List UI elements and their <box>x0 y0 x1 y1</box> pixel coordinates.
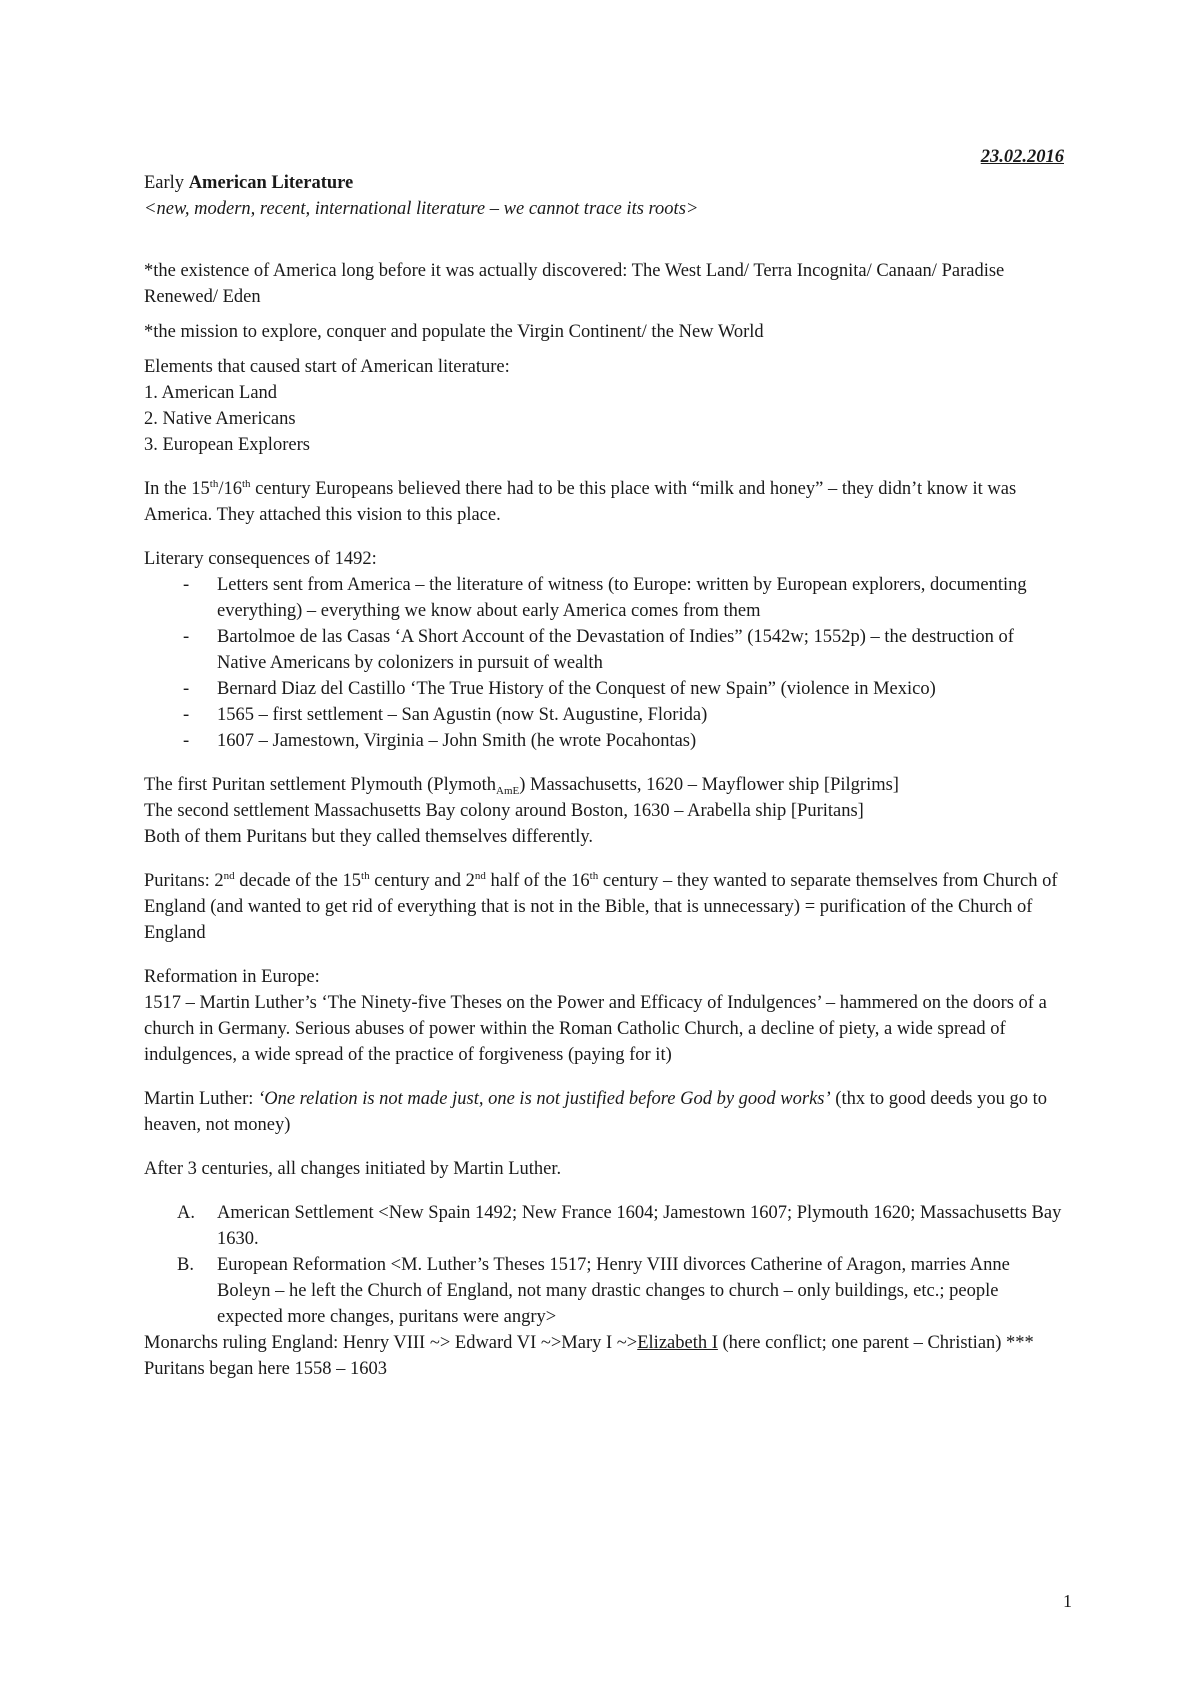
list-item: A. American Settlement <New Spain 1492; New France 1604; Jamestown 1607; Plymouth 1620; Massachusetts Bay 1630. <box>177 1203 1062 1249</box>
summary-list <box>144 1200 1064 1330</box>
reformation-text: 1517 – Martin Luther’s ‘The Ninety-five Theses on the Power and Efficacy of Indulgences’ – hammered on the doors of a church in Germany. Serious abuses of power within the Roman Catholic Church, a decline of piety, a wide spread of indulgences, a wide spread of the practice of forgiveness (paying for it) <box>144 993 1047 1065</box>
document-title <box>144 170 1064 196</box>
list-item: - 1565 – first settlement – San Agustin (now St. Augustine, Florida) <box>144 702 1064 728</box>
title-bold: American Literature <box>188 173 354 193</box>
page-content <box>144 144 1064 1382</box>
list-item: - Bernard Diaz del Castillo ‘The True History of the Conquest of new Spain” (violence in Mexico) <box>144 676 1064 702</box>
settlement-line-third: Both of them Puritans but they called themselves differently. <box>144 827 594 847</box>
elements-item: 2. Native Americans <box>144 409 296 429</box>
consequences-list <box>144 572 1064 754</box>
elements-item: 1. American Land <box>144 383 278 403</box>
paragraph-mission: *the mission to explore, conquer and populate the Virgin Continent/ the New World <box>144 322 764 342</box>
paragraph-puritans: Puritans: 2nd decade of the 15th century and 2nd half of the 16th century – they wanted to separate themselves from Church of England (and wanted to get rid of everything that is not in the Bible, that is unnecessary) = purification of the Church of England <box>144 870 1058 943</box>
document-subtitle: <new, modern, recent, international literature – we cannot trace its roots> <box>144 199 699 219</box>
paragraph-after: After 3 centuries, all changes initiated by Martin Luther. <box>144 1159 562 1179</box>
consequences-heading: Literary consequences of 1492: <box>144 549 377 569</box>
document-date: 23.02.2016 <box>980 147 1064 167</box>
paragraph-monarchs: Monarchs ruling England: Henry VIII ~> Edward VI ~>Mary I ~>Elizabeth I (here conflict; one parent – Christian) *** Puritans began here 1558 – 1603 <box>144 1333 1034 1379</box>
paragraph-america-existence: *the existence of America long before it was actually discovered: The West Land/ Terra Incognita/ Canaan/ Paradise Renewed/ Eden <box>144 261 1005 307</box>
elements-heading: Elements that caused start of American literature: <box>144 357 510 377</box>
paragraph-century-belief: In the 15th/16th century Europeans believed there had to be this place with “milk and honey” – they didn’t know it was America. They attached this vision to this place. <box>144 478 1017 525</box>
list-item: - 1607 – Jamestown, Virginia – John Smith (he wrote Pocahontas) <box>144 728 1064 754</box>
list-item: B. European Reformation <M. Luther’s Theses 1517; Henry VIII divorces Catherine of Aragon, marries Anne Boleyn – he left the Church of England, not many drastic changes to church – only buildings, etc.; people expected more changes, puritans were angry> <box>177 1255 1010 1327</box>
reformation-heading: Reformation in Europe: <box>144 967 320 987</box>
settlement-line-second: The second settlement Massachusetts Bay colony around Boston, 1630 – Arabella ship [Puritans] <box>144 801 864 821</box>
title-prefix: Early <box>144 173 189 193</box>
luther-quote: ‘One relation is not made just, one is not justified before God by good works’ <box>258 1089 831 1109</box>
elements-item: 3. European Explorers <box>144 435 310 455</box>
list-item: - Bartolmoe de las Casas ‘A Short Account of the Devastation of Indies” (1542w; 1552p) – the destruction of Native Americans by colonizers in pursuit of wealth <box>144 624 1064 676</box>
page-number: 1 <box>1063 1591 1072 1611</box>
paragraph-luther: Martin Luther: ‘One relation is not made just, one is not justified before God by good works’ (thx to good deeds you go to heaven, not money) <box>144 1089 1047 1135</box>
settlement-line-first: The first Puritan settlement Plymouth (Plymoth$_{AmE}$) Massachusetts, 1620 – Mayflower ship [Pilgrims] <box>144 775 899 797</box>
list-item: - Letters sent from America – the literature of witness (to Europe: written by European explorers, documenting everything) – everything we know about early America comes from them <box>144 572 1064 624</box>
